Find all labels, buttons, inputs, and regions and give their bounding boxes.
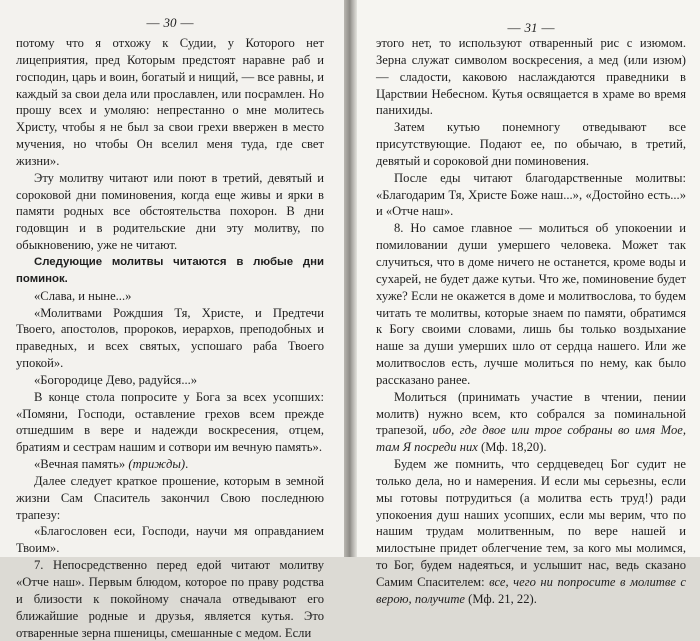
text-span: Будем же помнить, что сердцеведец Бог судит не только дела, но и намерения. И если мы серьезны, если мы готовы потрудиться (а молитва есть труд!) ради упокоения душ наших усопших, если мы верим, что по нашим трудам молитвенным, по вере нашей и милостыне придет облегчение тем, за кого мы молимся, то Бог, будем надеяться, и услышит нас, ведь сказано Самим Спасителем: xyxy=(376,457,686,589)
paragraph xyxy=(16,523,324,557)
text-span: 7. Непосредственно перед едой читают молитву «Отче наш». Первым блюдом, которое по праву родства и близости к покойному сначала отведывают его ближайшие родные и друзья, является кутья. Это отваренные зерна пшеницы, смешанные с медом. Если xyxy=(16,558,324,640)
paragraph xyxy=(376,456,686,608)
paragraph xyxy=(16,170,324,254)
text-span: (Мф. 21, 22). xyxy=(465,591,537,606)
paragraph xyxy=(16,288,324,305)
right-page xyxy=(357,0,700,606)
text-span: «Вечная память» xyxy=(34,457,129,472)
paragraph xyxy=(16,473,324,524)
paragraph xyxy=(376,35,686,119)
text-span: потому что я отхожу к Судии, у Которого нет лицеприятия, пред Которым предстоят наравне раб и господин, царь и воин, богатый и нищий, — все равны, и каждый за свои дела или прославлен, или посрамлен. Но прошу всех и умоляю: непрестанно о мне молитесь Христу, чтобы я не был за свои грехи ввержен в место мучения, но чтобы Он вселил меня туда, где свет жизни». xyxy=(16,36,324,168)
text-span: Молиться (принимать участие в чтении, пении молитв) нужно всем, кто собрался за поминальной трапезой, xyxy=(376,389,686,438)
text-span: . xyxy=(185,457,189,472)
text-span: В конце стола попросите у Бога за всех усопших: «Помяни, Господи, оставление грехов всем прежде отшедшим в вере и надежди воскресения, отцем, братиям и сестрам нашим и сотвори им вечную память». xyxy=(16,389,324,455)
text-span: 8. Но самое главное — молиться об упокоении и помиловании души умершего человека. Может так случиться, что в доме ничего не останется, кроме воды и сухарей, не будет даже кутьи. Что же, поминовение будет хуже? Если не окажется в доме и молитвослова, то будем читать те молитвы, которые знаем по памяти, обратимся к Богу своими словами, лишь бы только воздыхание наше за души умерших шло от сердца нашего. Или же молитвослов есть, лучше молиться по нему, как было рассказано ранее. xyxy=(376,221,686,387)
text-span: «Слава, и ныне...» xyxy=(34,288,132,303)
paragraph xyxy=(16,456,324,473)
paragraph xyxy=(376,220,686,388)
text-span: «Молитвами Рождшия Тя, Христе, и Предтечи Твоего, апостолов, пророков, иерархов, преподобных и праведных, и всех святых, успошаго раба Твоего упокой». xyxy=(16,305,324,371)
text-span: Следующие молитвы читаются в любые дни поминок. xyxy=(16,255,324,285)
text-span: (Мф. 18,20). xyxy=(477,440,547,455)
text-span: Затем кутью понемногу отведывают все присутствующие. Подают ее, по обычаю, в третий, девятый и сороковой дни поминовения. xyxy=(376,120,686,168)
left-page xyxy=(0,0,344,640)
paragraph xyxy=(376,119,686,170)
page-text xyxy=(16,35,324,641)
italic-quote: ибо, где двое или трое собраны во имя Мое, там Я посреди них xyxy=(376,423,686,455)
italic-quote: все, чего ни попросите в молитве с верою, получите xyxy=(376,575,686,606)
text-span: «Благословен еси, Господи, научи мя оправданием Твоим». xyxy=(16,524,324,556)
page-number: — 31 — xyxy=(376,21,686,35)
text-span: этого нет, то используют отваренный рис с изюмом. Зерна служат символом воскресения, а мед (или изюм) — сладости, каковою наслаждаются праведники в Царствии Небесном. Кутья освящается в храме во время панихиды. xyxy=(376,36,686,118)
page-text xyxy=(376,35,686,608)
paragraph xyxy=(16,372,324,389)
page-number: — 30 — xyxy=(16,16,324,30)
paragraph xyxy=(16,35,324,170)
paragraph xyxy=(376,170,686,221)
paragraph xyxy=(16,389,324,456)
italic-quote: (трижды) xyxy=(128,457,186,472)
text-span: «Богородице Дево, радуйся...» xyxy=(34,372,198,387)
book-spine-gutter xyxy=(344,0,357,557)
text-span: После еды читают благодарственные молитвы: «Благодарим Тя, Христе Боже наш...», «Достойно есть...» и «Отче наш». xyxy=(376,170,686,219)
text-span: Эту молитву читают или поют в третий, девятый и сороковой дни поминовения, когда еще живы и ярки в памяти родных все обстоятельства похорон. В дни годовщин и в родительские дни эту молитву, по обыкновению, уже не читают. xyxy=(16,170,324,253)
section-heading xyxy=(16,254,324,288)
text-span: Далее следует краткое прошение, которым в земной жизни Сам Спаситель закончил Свою последнюю трапезу: xyxy=(16,473,324,522)
paragraph xyxy=(16,305,324,372)
paragraph xyxy=(376,389,686,456)
paragraph xyxy=(16,557,324,641)
